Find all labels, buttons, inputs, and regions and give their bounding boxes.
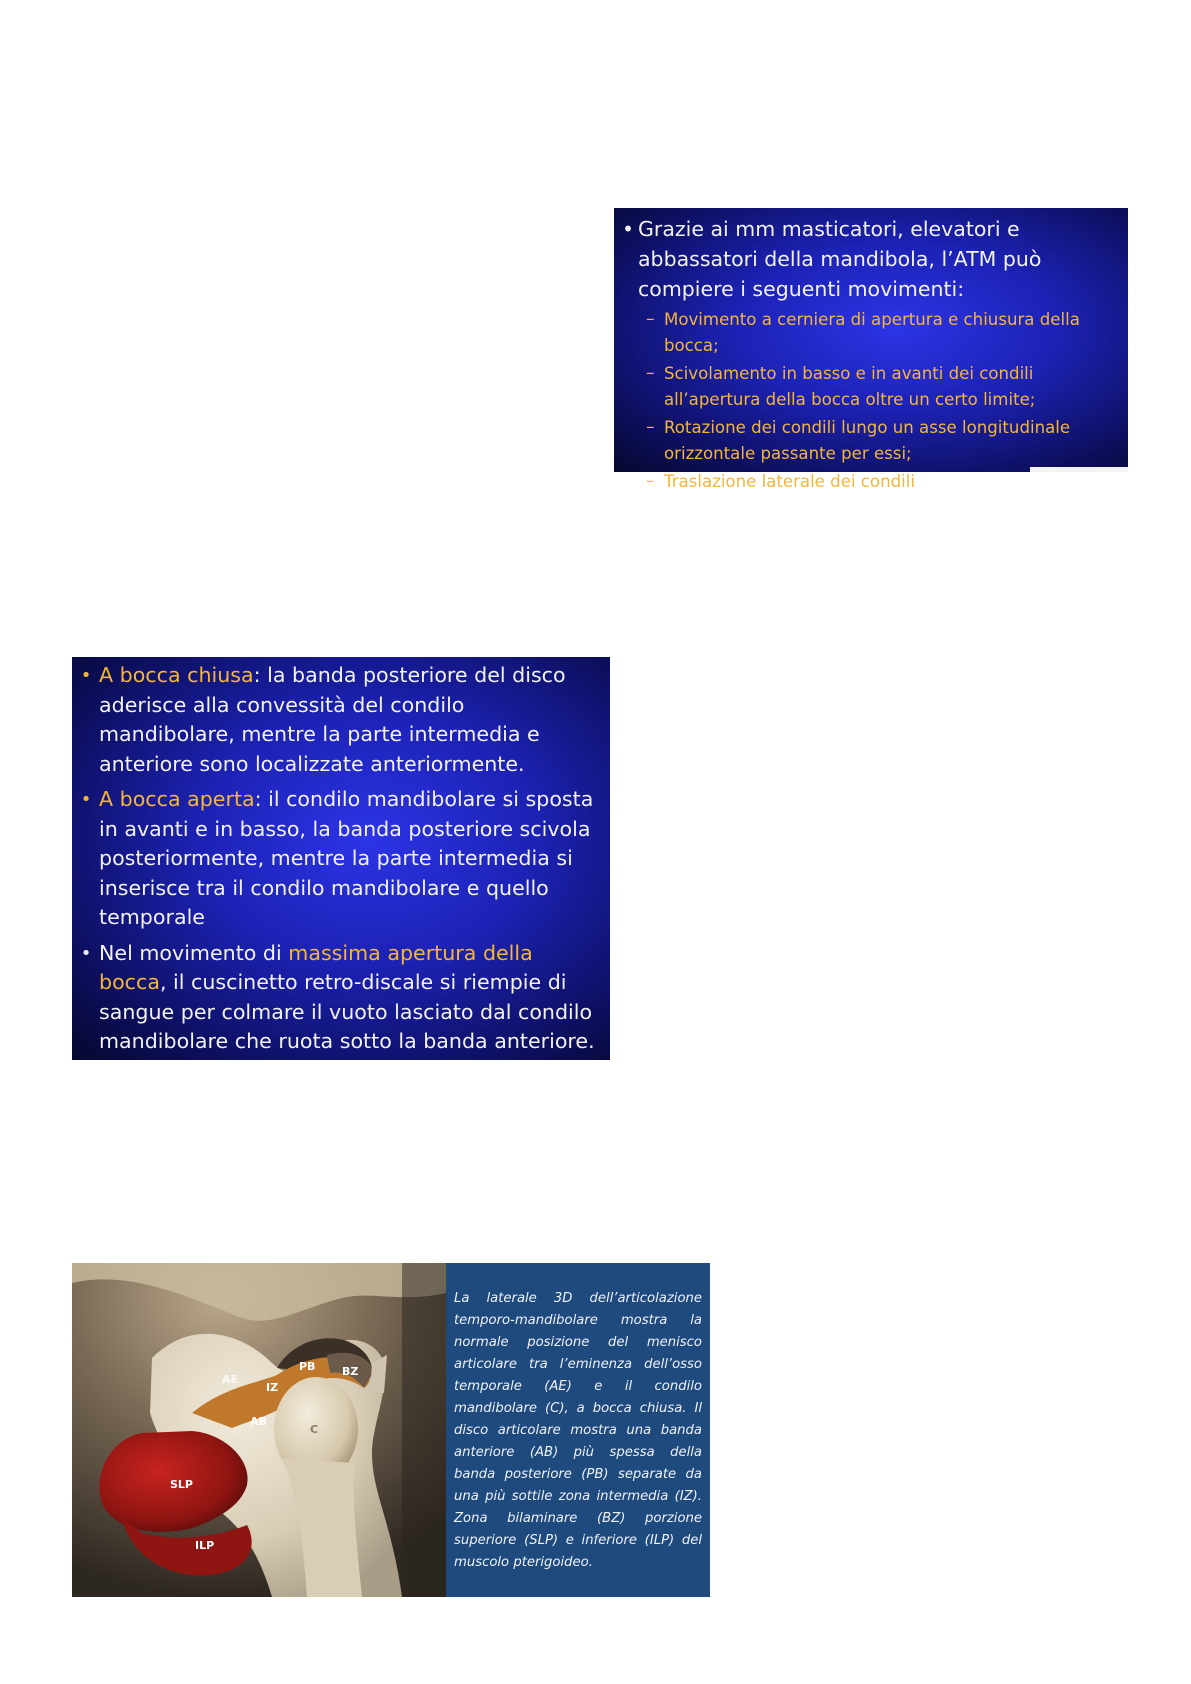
dash: – [646,309,655,329]
sub-item [618,307,1118,358]
sub-item [618,361,1118,412]
bullet-main [618,214,1118,304]
sub-item-text: Rotazione dei condili lungo un asse longitudinale orizzontale passante per essi; [664,418,1071,463]
sub-item [618,415,1118,466]
bullet-text [99,939,596,1057]
highlight: A bocca aperta [99,787,255,811]
bullet-bocca-chiusa [73,661,596,785]
caption-text: La laterale 3D dell’articolazione temporo-mandibolare mostra la normale posizione del menisco articolare tra l’eminenza dell’osso temporale (AE) e il condilo mandibolare (C), a bocca chiusa. Il disco articolare mostra una banda anteriore (AB) più spessa della banda posteriore (PB) separate da una più sottile zona intermedia (IZ). Zona bilaminare (BZ) porzione superiore (SLP) e inferiore (ILP) del muscolo pterigoideo. [446,1263,710,1597]
sub-item-text: Scivolamento in basso e in avanti dei condili all’apertura della bocca oltre un certo limite; [664,364,1036,409]
label-c: C [310,1423,319,1436]
bullet-text [99,785,596,933]
slide-anatomia-3d [72,1263,710,1597]
bullet-dot: • [80,942,92,964]
slide-posizione-disco [72,657,610,1060]
sub-item [618,469,1118,495]
bullet-text: Grazie ai mm masticatori, elevatori e abbassatori della mandibola, l’ATM può compiere i seguenti movimenti: [638,217,1042,301]
bullet-massima-apertura [73,939,596,1063]
dash: – [646,363,655,383]
sub-item-text: Traslazione laterale dei condili [664,472,915,491]
tmj-3d-illustration [72,1263,446,1597]
progress-strip [1030,467,1128,472]
label-ilp: ILP [195,1539,215,1552]
label-bz: BZ [342,1365,359,1378]
bullet-dot: • [80,665,92,686]
sub-item-text: Movimento a cerniera di apertura e chiusura della bocca; [664,310,1080,355]
bullet-text [99,661,596,779]
bullet-body: : il condilo mandibolare si sposta in avanti e in basso, la banda posteriore scivola posteriormente, mentre la parte intermedia si inserisce tra il condilo mandibolare e quello temporale [99,787,594,929]
bullet-dot: • [80,789,92,810]
label-iz: IZ [266,1381,279,1394]
bullet-pre: Nel movimento di [99,940,289,965]
label-pb: PB [299,1360,316,1373]
shadow [402,1263,446,1597]
slide-movimenti-atm [614,208,1128,491]
dash: – [646,417,655,437]
bullet-body: : la banda posteriore del disco aderisce alla convessità del condilo mandibolare, mentre la parte intermedia e anteriore sono localizzate anteriormente. [99,663,566,776]
bullet-bocca-aperta [73,785,596,939]
bullet-dot: • [622,217,634,241]
highlight: massima apertura della bocca [99,940,533,994]
bullet-body: , il cuscinetto retro-discale si riempie di sangue per colmare il vuoto lasciato dal condilo mandibolare che ruota sotto la banda anteriore. [99,970,595,1053]
label-slp: SLP [170,1478,193,1491]
label-ae: AE [222,1373,239,1386]
dash: – [646,471,655,491]
highlight: A bocca chiusa [99,663,254,687]
label-ab: AB [250,1415,267,1428]
